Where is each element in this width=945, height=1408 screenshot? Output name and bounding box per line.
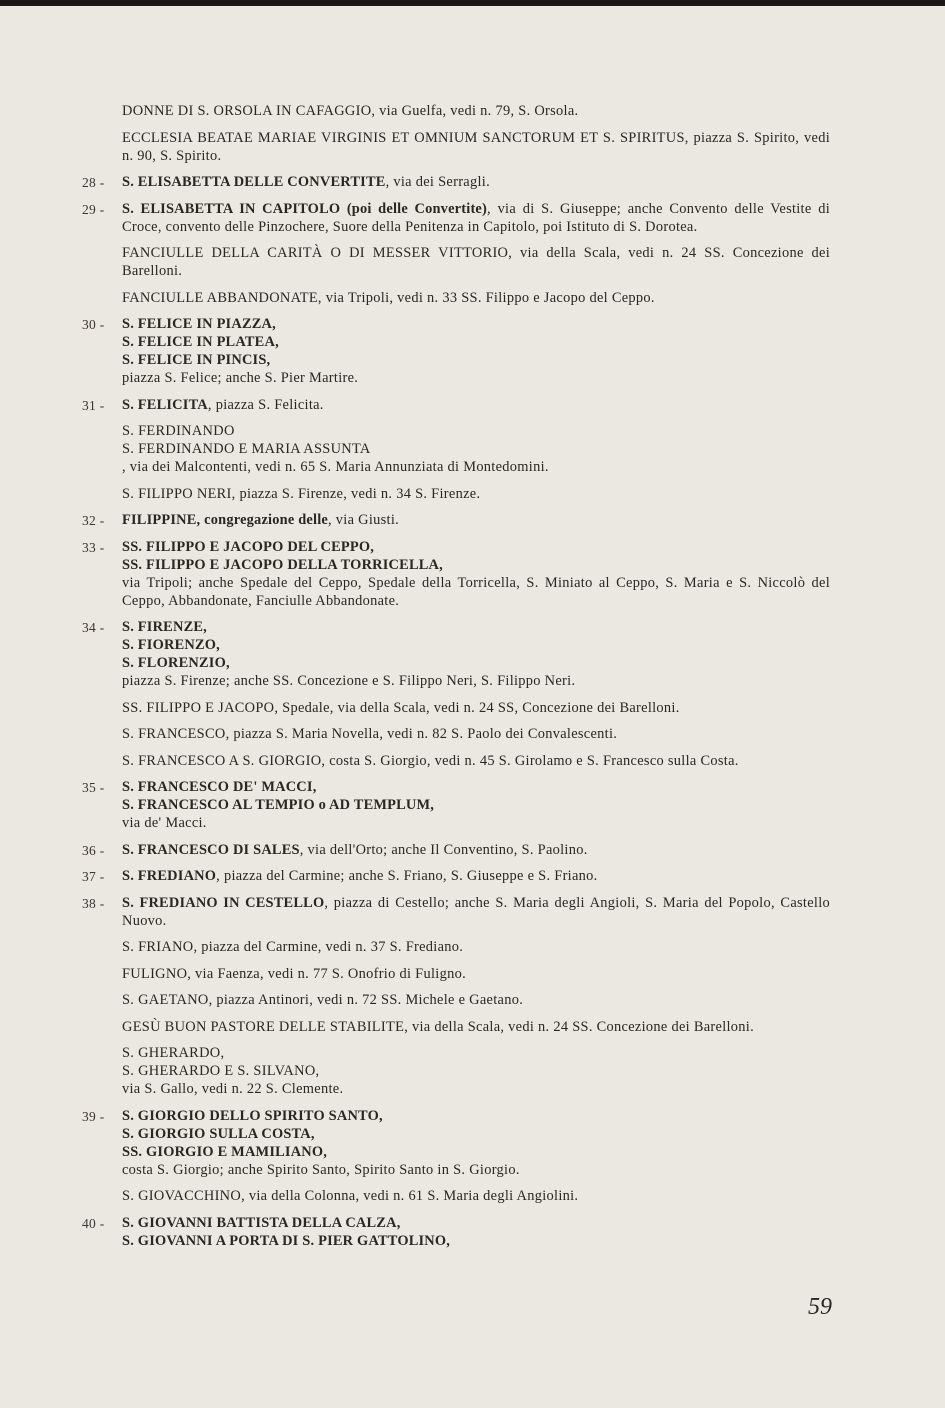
index-entry xyxy=(80,173,830,191)
entry-description: , via Giusti. xyxy=(328,512,400,528)
entry-name: S. FILIPPO NERI xyxy=(122,485,232,502)
entry-number: 34 - xyxy=(82,620,105,635)
entry-number: 30 - xyxy=(82,317,105,332)
index-entry xyxy=(80,752,830,770)
entry-description: , piazza S. Maria Novella, vedi n. 82 S. Paolo dei Convalescenti. xyxy=(225,726,618,742)
entry-name: S. GAETANO xyxy=(122,992,209,1008)
entry-number: 32 - xyxy=(82,513,105,528)
entry-name: FANCIULLE ABBANDONATE xyxy=(122,289,318,306)
index-entry xyxy=(80,725,830,743)
entry-description: piazza S. Firenze; anche SS. Concezione e S. Filippo Neri, S. Filippo Neri. xyxy=(122,673,576,689)
entry-name: S. GIOVANNI A PORTA DI S. PIER GATTOLINO, xyxy=(122,1232,451,1249)
index-entry xyxy=(80,102,830,120)
entry-number: 39 - xyxy=(82,1108,105,1124)
entry-number: 33 - xyxy=(82,539,105,555)
index-entry xyxy=(80,618,830,690)
index-entry xyxy=(80,129,830,165)
entry-description: , costa S. Giorgio, vedi n. 45 S. Girolamo e S. Francesco sulla Costa. xyxy=(321,752,739,769)
entry-name: FILIPPINE, congregazione delle xyxy=(122,512,328,528)
index-entry xyxy=(80,778,830,832)
entry-name: S. FRANCESCO xyxy=(122,726,226,742)
entry-name: S. FIORENZO, xyxy=(122,637,220,653)
entry-number: 35 - xyxy=(82,780,105,795)
index-entry xyxy=(80,1107,830,1179)
entry-number: 38 - xyxy=(82,895,105,911)
entry-description: , via dei Serragli. xyxy=(385,174,490,190)
entry-name: S. FELICE IN PIAZZA, xyxy=(122,316,276,332)
entry-name: GESÙ BUON PASTORE DELLE STABILITE xyxy=(122,1018,405,1035)
entry-description: , piazza S. Firenze, vedi n. 34 S. Firenze. xyxy=(231,485,481,502)
index-entry xyxy=(80,965,830,983)
entry-name: S. GIOVANNI BATTISTA DELLA CALZA, xyxy=(122,1214,401,1231)
entry-name: S. FRIANO xyxy=(122,939,194,955)
entry-name: S. FRANCESCO DE' MACCI, xyxy=(122,779,317,795)
entry-description: , via della Scala, vedi n. 24 SS. Concezione dei Barelloni. xyxy=(404,1018,754,1035)
entry-name: S. FIRENZE, xyxy=(122,619,207,635)
entry-number: 31 - xyxy=(82,397,105,413)
entry-name: S. ELISABETTA DELLE CONVERTITE xyxy=(122,174,386,190)
index-entry xyxy=(80,244,830,280)
index-entry xyxy=(80,538,830,610)
entry-name: SS. GIORGIO E MAMILIANO, xyxy=(122,1143,328,1160)
entry-name: S. FRANCESCO A S. GIORGIO xyxy=(122,752,322,769)
page-top-edge xyxy=(0,0,945,6)
entry-description: , piazza S. Felicita. xyxy=(207,396,324,413)
entry-description: , via Tripoli, vedi n. 33 SS. Filippo e Jacopo del Ceppo. xyxy=(317,289,655,306)
index-entry xyxy=(80,422,830,476)
entry-name: S. FELICE IN PINCIS, xyxy=(122,352,271,368)
index-entry xyxy=(80,1018,830,1036)
index-entry xyxy=(80,511,830,529)
entry-name: SS. FILIPPO E JACOPO DELLA TORRICELLA, xyxy=(122,556,443,573)
entry-name: S. GIOVACCHINO xyxy=(122,1188,242,1204)
index-entry xyxy=(80,991,830,1009)
entry-description: , via dei Malcontenti, vedi n. 65 S. Maria Annunziata di Montedomini. xyxy=(122,459,549,475)
entry-description: via Tripoli; anche Spedale del Ceppo, Spedale della Torricella, S. Miniato al Ceppo, S. Maria e S. Niccolò del Ceppo, Abbandonate, Fanciulle Abbandonate. xyxy=(122,574,830,609)
index-entry xyxy=(80,894,830,930)
index-entry xyxy=(80,1187,830,1205)
index-entry xyxy=(80,699,830,717)
entry-description: , via Faenza, vedi n. 77 S. Onofrio di Fuligno. xyxy=(187,965,466,982)
entry-name: DONNE DI S. ORSOLA IN CAFAGGIO xyxy=(122,103,372,119)
index-entry xyxy=(80,841,830,859)
entry-name: S. FELICITA xyxy=(122,396,208,413)
entry-name: S. GIORGIO DELLO SPIRITO SANTO, xyxy=(122,1107,383,1124)
entry-name: S. FLORENZIO, xyxy=(122,655,230,671)
index-entry xyxy=(80,1214,830,1250)
entry-description: , via della Scala, vedi n. 24 SS, Concezione dei Barelloni. xyxy=(329,699,680,716)
index-entry xyxy=(80,938,830,956)
entry-name: S. FELICE IN PLATEA, xyxy=(122,334,279,350)
entry-name: S. GHERARDO E S. SILVANO, xyxy=(122,1063,320,1079)
entry-name: S. FRANCESCO DI SALES xyxy=(122,841,300,858)
entry-name: S. FREDIANO IN CESTELLO xyxy=(122,894,325,911)
index-entry xyxy=(80,315,830,387)
entry-name: FANCIULLE DELLA CARITÀ O DI MESSER VITTORIO xyxy=(122,245,509,261)
entry-description: , via dell'Orto; anche Il Conventino, S. Paolino. xyxy=(299,841,588,858)
index-entry xyxy=(80,1044,830,1098)
entry-description: via de' Macci. xyxy=(122,815,207,831)
entry-name: SS. FILIPPO E JACOPO DEL CEPPO, xyxy=(122,538,375,555)
entry-name: S. FREDIANO xyxy=(122,868,217,884)
entry-name: S. FERDINANDO xyxy=(122,423,235,439)
page-number: 59 xyxy=(808,1294,832,1320)
index-entry xyxy=(80,396,830,414)
entry-description: , via della Scala, vedi n. 24 SS. Concezione dei Barelloni. xyxy=(122,245,831,279)
entry-name: S. ELISABETTA IN CAPITOLO (poi delle Convertite) xyxy=(122,200,488,217)
entry-number: 36 - xyxy=(82,842,105,858)
entry-number: 28 - xyxy=(82,175,105,190)
entry-description: , via Guelfa, vedi n. 79, S. Orsola. xyxy=(371,103,579,119)
entry-description: , piazza Antinori, vedi n. 72 SS. Michele e Gaetano. xyxy=(208,992,524,1008)
entry-description: , piazza del Carmine; anche S. Friano, S. Giuseppe e S. Friano. xyxy=(216,868,598,884)
entry-description: , piazza del Carmine, vedi n. 37 S. Frediano. xyxy=(193,939,464,955)
entry-number: 37 - xyxy=(82,869,105,884)
index-entry xyxy=(80,200,830,236)
index-entry xyxy=(80,289,830,307)
entry-number: 29 - xyxy=(82,201,105,217)
index-entry xyxy=(80,485,830,503)
index-entry xyxy=(80,867,830,885)
entry-description: , piazza di Cestello; anche S. Maria degli Angioli, S. Maria del Popolo, Castello Nuovo. xyxy=(122,894,830,929)
entry-description: via S. Gallo, vedi n. 22 S. Clemente. xyxy=(122,1081,344,1097)
entry-description: piazza S. Felice; anche S. Pier Martire. xyxy=(122,370,359,386)
entry-name: S. GHERARDO, xyxy=(122,1045,225,1061)
entry-name: S. FRANCESCO AL TEMPIO o AD TEMPLUM, xyxy=(122,797,435,813)
entry-name: S. GIORGIO SULLA COSTA, xyxy=(122,1125,315,1142)
entry-description: , via della Colonna, vedi n. 61 S. Maria degli Angiolini. xyxy=(241,1188,579,1204)
entry-name: ECCLESIA BEATAE MARIAE VIRGINIS ET OMNIUM SANCTORUM ET S. SPIRITUS xyxy=(122,129,685,146)
entry-number: 40 - xyxy=(82,1215,105,1231)
entry-name: S. FERDINANDO E MARIA ASSUNTA xyxy=(122,441,371,457)
entry-description: , via di S. Giuseppe; anche Convento delle Vestite di Croce, convento delle Pinzochere, Suore della Penitenza in Capitolo, poi Istituto di S. Dorotea. xyxy=(122,200,830,235)
entry-list xyxy=(80,102,830,1258)
entry-name: FULIGNO xyxy=(122,965,188,982)
entry-description: , piazza S. Spirito, vedi n. 90, S. Spirito. xyxy=(122,129,831,164)
entry-description: costa S. Giorgio; anche Spirito Santo, Spirito Santo in S. Giorgio. xyxy=(122,1161,520,1178)
entry-name: SS. FILIPPO E JACOPO, Spedale xyxy=(122,699,330,716)
